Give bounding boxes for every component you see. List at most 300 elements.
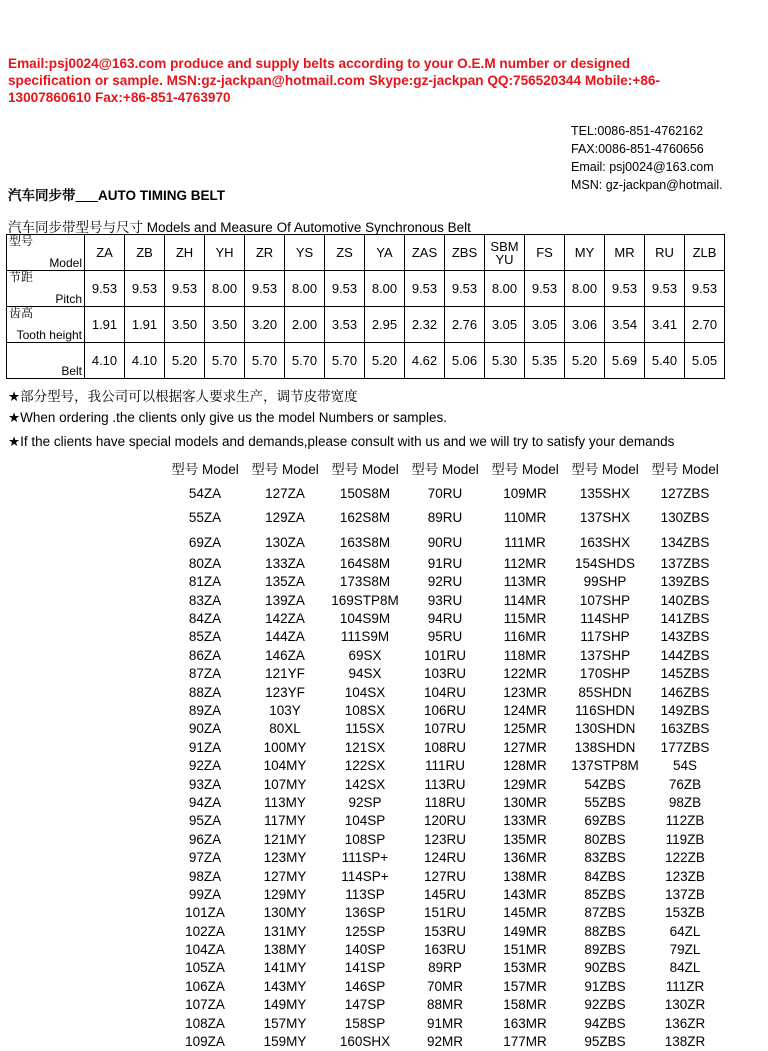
spec-value-cell: 3.53 <box>325 307 365 343</box>
model-entry: 170SHP <box>579 666 631 682</box>
model-entry: 115SX <box>345 721 385 737</box>
model-entry: 125SP <box>344 923 386 939</box>
model-entry: 97ZA <box>188 850 222 866</box>
model-entry: 130ZR <box>664 997 706 1013</box>
model-entry: 79ZL <box>669 942 701 958</box>
model-entry: 112MR <box>503 555 547 571</box>
model-entry: 80ZBS <box>584 831 626 847</box>
model-entry: 89RU <box>427 510 463 526</box>
model-entry: 104RU <box>423 684 467 700</box>
model-entry: 89RP <box>428 960 462 976</box>
model-entry: 137STP8M <box>571 758 639 774</box>
model-entry: 133MR <box>503 813 547 829</box>
model-entry: 88MR <box>426 997 463 1013</box>
spec-model-cell: SBM YU <box>485 235 525 271</box>
spec-model-cell: ZB <box>125 235 165 271</box>
model-entry: 92SP <box>348 794 382 810</box>
model-entry: 127ZBS <box>660 486 710 501</box>
model-entry: 91MR <box>426 1015 463 1031</box>
spec-pitch-label-cn: 节距 <box>9 270 34 284</box>
model-entry: 136ZR <box>664 1015 706 1031</box>
model-entry: 93RU <box>427 592 463 608</box>
model-entry: 109ZA <box>185 1034 225 1050</box>
spec-value-cell: 9.53 <box>405 271 445 307</box>
model-entry: 69ZBS <box>584 813 626 829</box>
spec-value-cell: 1.91 <box>85 307 125 343</box>
model-entry: 127ZA <box>265 486 305 501</box>
model-entry: 119ZB <box>665 831 705 847</box>
spec-value-cell: 3.50 <box>165 307 205 343</box>
spec-model-cell: ZBS <box>445 235 485 271</box>
model-entry: 120RU <box>423 813 467 829</box>
spec-value-cell: 9.53 <box>605 271 645 307</box>
spec-value-cell: 8.00 <box>485 271 525 307</box>
spec-model-cell: ZS <box>325 235 365 271</box>
model-entry: 135ZA <box>265 574 305 590</box>
model-entry: 153ZB <box>665 905 705 921</box>
spec-model-cell: ZH <box>165 235 205 271</box>
model-entry: 101RU <box>423 647 467 663</box>
model-entry: 127MY <box>263 868 307 884</box>
model-column <box>325 482 405 1051</box>
model-entry: 123ZB <box>665 868 705 884</box>
model-entry: 103Y <box>269 703 301 719</box>
spec-value-cell: 3.06 <box>565 307 605 343</box>
model-entry: 95ZBS <box>584 1034 626 1050</box>
spec-value-cell: 9.53 <box>645 271 685 307</box>
model-entry: 144ZBS <box>660 647 710 663</box>
model-entry: 104MY <box>263 758 307 774</box>
model-entry: 80ZA <box>188 555 222 571</box>
model-entry: 104SP <box>344 813 386 829</box>
model-entry: 164S8M <box>339 555 391 571</box>
spec-model-cell: YH <box>205 235 245 271</box>
model-entry: 99ZA <box>188 886 222 902</box>
model-entry: 112ZB <box>665 813 705 829</box>
model-entry: 149MY <box>263 997 307 1013</box>
model-entry: 96ZA <box>188 831 222 847</box>
model-entry: 143MY <box>263 978 307 994</box>
model-entry: 141SP <box>344 960 386 976</box>
model-list-header <box>165 458 725 478</box>
model-entry: 140ZBS <box>660 592 710 608</box>
model-entry: 105ZA <box>185 960 225 976</box>
contact-tel: TEL:0086-851-4762162 <box>571 124 704 138</box>
model-entry: 111MR <box>504 534 546 550</box>
model-entry: 151RU <box>423 905 467 921</box>
model-entry: 122SX <box>344 758 386 774</box>
model-entry: 113MR <box>503 574 547 590</box>
model-entry: 81ZA <box>188 574 222 590</box>
model-entry: 158MR <box>503 997 547 1013</box>
spec-value-cell: 5.05 <box>685 343 725 379</box>
model-entry: 95RU <box>427 629 463 645</box>
spec-value-cell: 2.76 <box>445 307 485 343</box>
spec-value-cell: 4.10 <box>85 343 125 379</box>
model-entry: 125MR <box>503 721 547 737</box>
model-entry: 111ZR <box>665 978 705 994</box>
model-entry: 115MR <box>503 611 547 627</box>
model-entry: 128MR <box>503 758 547 774</box>
model-entry: 149MR <box>503 923 547 939</box>
model-entry: 138SHDN <box>574 739 636 755</box>
model-entry: 113RU <box>424 776 466 792</box>
model-entry: 108SP <box>344 831 386 847</box>
spec-value-cell: 2.70 <box>685 307 725 343</box>
model-entry: 145ZBS <box>660 666 710 682</box>
spec-belt-label <box>7 343 85 379</box>
model-entry: 87ZA <box>188 666 222 682</box>
spec-model-cell: YA <box>365 235 405 271</box>
spec-model-cell: YS <box>285 235 325 271</box>
model-entry: 107SHP <box>579 592 631 608</box>
model-entry: 127MR <box>503 739 547 755</box>
model-entry: 159MY <box>263 1034 307 1050</box>
model-entry: 54ZA <box>188 486 222 501</box>
model-entry: 129MY <box>263 886 307 902</box>
spec-pitch-label-en: Pitch <box>55 292 82 306</box>
model-entry: 85ZA <box>188 629 222 645</box>
spec-value-cell: 3.05 <box>485 307 525 343</box>
spec-value-cell: 3.20 <box>245 307 285 343</box>
model-entry: 173S8M <box>339 574 391 590</box>
model-entry: 145RU <box>423 886 467 902</box>
spec-value-cell: 3.05 <box>525 307 565 343</box>
model-entry: 104ZA <box>185 942 225 958</box>
model-entry: 90ZA <box>188 721 222 737</box>
model-entry: 154SHDS <box>574 555 636 571</box>
contact-msn: MSN: gz-jackpan@hotmail. <box>571 178 723 192</box>
model-entry: 131MY <box>263 923 307 939</box>
spec-model-cell: MR <box>605 235 645 271</box>
model-entry: 129MR <box>503 776 547 792</box>
spec-belt-row <box>7 343 725 379</box>
spec-value-cell: 9.53 <box>125 271 165 307</box>
spec-value-cell: 8.00 <box>565 271 605 307</box>
model-entry: 140SP <box>344 942 386 958</box>
contact-block <box>571 122 723 194</box>
model-entry: 106RU <box>423 703 467 719</box>
spec-model-cell: MY <box>565 235 605 271</box>
model-entry: 111SP+ <box>341 850 389 866</box>
model-entry: 54S <box>672 758 698 774</box>
model-entry: 123YF <box>265 684 305 700</box>
header-contact-text <box>8 55 748 106</box>
model-entry: 121MY <box>263 831 307 847</box>
model-entry: 113MY <box>264 794 306 810</box>
spec-value-cell: 5.06 <box>445 343 485 379</box>
spec-value-cell: 8.00 <box>365 271 405 307</box>
spec-model-label-en: Model <box>49 256 82 270</box>
model-entry: 100MY <box>263 739 307 755</box>
model-entry: 117SHP <box>580 629 630 645</box>
model-entry: 137SHX <box>579 510 631 526</box>
model-entry: 129ZA <box>265 510 305 526</box>
model-entry: 69SX <box>348 647 382 663</box>
spec-value-cell: 9.53 <box>525 271 565 307</box>
spec-model-cell: ZA <box>85 235 125 271</box>
model-entry: 55ZA <box>188 510 222 526</box>
model-entry: 123MY <box>263 850 307 866</box>
model-entry: 122MR <box>503 666 547 682</box>
model-entry: 149ZBS <box>660 703 710 719</box>
model-entry: 121YF <box>265 666 305 682</box>
model-entry: 163MR <box>503 1015 547 1031</box>
spec-model-label <box>7 235 85 271</box>
model-entry: 123MR <box>503 684 547 700</box>
spec-tooth-height-row <box>7 307 725 343</box>
model-entry: 101ZA <box>185 905 225 921</box>
model-list-header-cell: 型号 Model <box>411 462 479 477</box>
model-entry: 146ZBS <box>660 684 710 700</box>
model-entry: 123RU <box>423 831 467 847</box>
spec-value-cell: 4.10 <box>125 343 165 379</box>
model-entry: 177ZBS <box>660 739 710 755</box>
model-entry: 144ZA <box>265 629 305 645</box>
model-entry: 163ZBS <box>660 721 710 737</box>
contact-email: Email: psj0024@163.com <box>571 160 714 174</box>
model-entry: 130MR <box>503 794 547 810</box>
model-entry: 84ZL <box>669 960 701 976</box>
model-entry: 91ZA <box>188 739 222 755</box>
spec-value-cell: 5.20 <box>565 343 605 379</box>
title-cn: 汽车同步带 <box>8 188 76 203</box>
model-entry: 163SHX <box>579 534 631 550</box>
model-list-header-cell: 型号 Model <box>331 462 399 477</box>
spec-value-cell: 8.00 <box>205 271 245 307</box>
model-entry: 139ZBS <box>660 574 710 590</box>
note-3: ★If the clients have special models and demands,please consult with us and we will try to satisfy your demands <box>8 434 675 449</box>
spec-value-cell: 5.70 <box>285 343 325 379</box>
model-entry: 137ZB <box>665 886 705 902</box>
model-entry: 136MR <box>503 850 547 866</box>
spec-value-cell: 9.53 <box>445 271 485 307</box>
spec-model-cell: RU <box>645 235 685 271</box>
model-entry: 109MR <box>503 486 547 501</box>
spec-value-cell: 5.35 <box>525 343 565 379</box>
model-entry: 124MR <box>503 703 547 719</box>
model-entry: 83ZBS <box>584 850 626 866</box>
model-entry: 55ZBS <box>584 794 626 810</box>
model-entry: 121SX <box>344 739 386 755</box>
model-entry: 70MR <box>426 978 463 994</box>
spec-model-cell: FS <box>525 235 565 271</box>
model-entry: 84ZA <box>188 611 222 627</box>
model-list-header-cell: 型号 Model <box>491 462 559 477</box>
model-entry: 163RU <box>423 942 467 958</box>
spec-value-cell: 8.00 <box>285 271 325 307</box>
model-entry: 85SHDN <box>578 684 632 700</box>
model-entry: 107MY <box>263 776 307 792</box>
model-entry: 84ZBS <box>584 868 626 884</box>
model-entry: 94SX <box>348 666 382 682</box>
model-entry: 158SP <box>344 1015 386 1031</box>
model-list-header-cell: 型号 Model <box>251 462 319 477</box>
model-entry: 160SHX <box>339 1034 391 1050</box>
title-en: AUTO TIMING BELT <box>98 188 226 203</box>
model-entry: 85ZBS <box>584 886 626 902</box>
model-entry: 177MR <box>503 1034 547 1050</box>
model-entry: 138MY <box>263 942 307 958</box>
model-entry: 89ZBS <box>584 942 626 958</box>
spec-value-cell: 5.40 <box>645 343 685 379</box>
model-entry: 122ZB <box>665 850 705 866</box>
spec-value-cell: 5.70 <box>325 343 365 379</box>
model-entry: 143ZBS <box>660 629 710 645</box>
model-entry: 83ZA <box>188 592 222 608</box>
model-entry: 130ZA <box>265 534 305 550</box>
spec-value-cell: 5.70 <box>245 343 285 379</box>
model-entry: 142ZA <box>265 611 305 627</box>
model-entry: 86ZA <box>188 647 222 663</box>
model-entry: 94ZBS <box>584 1015 626 1031</box>
model-entry: 157MY <box>263 1015 307 1031</box>
model-entry: 92ZBS <box>584 997 626 1013</box>
spec-model-cell: ZR <box>245 235 285 271</box>
model-column <box>485 482 565 1051</box>
model-entry: 87ZBS <box>584 905 626 921</box>
model-entry: 114SP+ <box>341 868 389 884</box>
model-entry: 90ZBS <box>584 960 626 976</box>
model-entry: 88ZBS <box>584 923 626 939</box>
model-entry: 91ZBS <box>584 978 626 994</box>
model-entry: 69ZA <box>188 534 222 550</box>
spec-model-cell: ZLB <box>685 235 725 271</box>
model-entry: 88ZA <box>188 684 222 700</box>
model-entry: 54ZBS <box>584 776 626 792</box>
model-entry: 94RU <box>427 611 463 627</box>
spec-header-row <box>7 235 725 271</box>
model-entry: 135SHX <box>579 486 631 501</box>
model-entry: 135MR <box>503 831 547 847</box>
model-entry: 107RU <box>423 721 467 737</box>
model-entry: 111S9M <box>340 629 390 645</box>
note-1: ★部分型号，我公司可以根据客人要求生产，调节皮带宽度 <box>8 389 358 404</box>
header-line-1: Email:psj0024@163.com produce and supply belts according to your O.E.M number or designed <box>8 56 631 71</box>
spec-value-cell: 9.53 <box>245 271 285 307</box>
model-entry: 153MR <box>503 960 547 976</box>
model-entry: 104S9M <box>339 611 391 627</box>
spec-value-cell: 4.62 <box>405 343 445 379</box>
model-entry: 150S8M <box>339 486 391 501</box>
model-entry: 99SHP <box>583 574 627 590</box>
page-title <box>8 184 225 204</box>
model-entry: 110MR <box>503 510 547 526</box>
model-entry: 136SP <box>344 905 386 921</box>
model-entry: 92RU <box>427 574 463 590</box>
model-entry: 70RU <box>427 486 463 501</box>
model-entry: 142SX <box>344 776 386 792</box>
spec-value-cell: 5.30 <box>485 343 525 379</box>
model-column <box>165 482 245 1051</box>
model-entry: 113SP <box>345 886 385 902</box>
header-line-2: specification or sample. MSN:gz-jackpan@hotmail.com Skype:gz-jackpan QQ:756520344 Mobile:+86- <box>8 73 660 88</box>
spec-value-cell: 2.32 <box>405 307 445 343</box>
model-entry: 133ZA <box>265 555 305 571</box>
model-entry: 130ZBS <box>660 510 710 526</box>
model-entry: 107ZA <box>185 997 225 1013</box>
model-list-header-cell: 型号 Model <box>571 462 639 477</box>
spec-value-cell: 9.53 <box>685 271 725 307</box>
model-entry: 103RU <box>423 666 467 682</box>
spec-value-cell: 5.70 <box>205 343 245 379</box>
model-entry: 151MR <box>503 942 547 958</box>
spec-pitch-label <box>7 271 85 307</box>
model-entry: 91RU <box>427 555 463 571</box>
model-entry: 137SHP <box>579 647 631 663</box>
model-entry: 95ZA <box>188 813 222 829</box>
model-entry: 114SHP <box>580 611 630 627</box>
model-entry: 130SHDN <box>574 721 636 737</box>
spec-table <box>6 234 725 379</box>
model-entry: 146SP <box>344 978 386 994</box>
model-list-header-cell: 型号 Model <box>651 462 719 477</box>
model-entry: 104SX <box>344 684 386 700</box>
model-entry: 141ZBS <box>660 611 710 627</box>
model-entry: 162S8M <box>339 510 391 526</box>
model-entry: 114MR <box>503 592 547 608</box>
model-entry: 153RU <box>423 923 467 939</box>
model-entry: 118MR <box>503 647 547 663</box>
model-entry: 163S8M <box>339 534 391 550</box>
model-entry: 108RU <box>423 739 467 755</box>
model-entry: 108SX <box>344 703 386 719</box>
spec-model-label-cn: 型号 <box>9 234 34 248</box>
spec-value-cell: 5.69 <box>605 343 645 379</box>
model-entry: 108ZA <box>185 1015 225 1031</box>
model-entry: 94ZA <box>188 794 222 810</box>
model-entry: 134ZBS <box>660 534 710 550</box>
model-entry: 89ZA <box>188 703 222 719</box>
model-entry: 98ZB <box>668 794 702 810</box>
model-entry: 102ZA <box>185 923 225 939</box>
model-entry: 127RU <box>423 868 467 884</box>
model-entry: 139ZA <box>265 592 305 608</box>
model-column <box>245 482 325 1051</box>
model-entry: 116SHDN <box>575 703 635 719</box>
model-entry: 138ZR <box>664 1034 706 1050</box>
contact-fax: FAX:0086-851-4760656 <box>571 142 704 156</box>
model-entry: 93ZA <box>188 776 222 792</box>
model-entry: 124RU <box>423 850 467 866</box>
model-entry: 98ZA <box>188 868 222 884</box>
model-entry: 137ZBS <box>660 555 710 571</box>
spec-tooth-height-label <box>7 307 85 343</box>
spec-value-cell: 3.54 <box>605 307 645 343</box>
spec-tooth-height-label-en: Tooth height <box>16 328 82 342</box>
spec-value-cell: 1.91 <box>125 307 165 343</box>
spec-value-cell: 3.50 <box>205 307 245 343</box>
model-list <box>165 458 725 1050</box>
spec-value-cell: 9.53 <box>325 271 365 307</box>
spec-tooth-height-label-cn: 齿高 <box>9 306 34 320</box>
model-entry: 80XL <box>269 721 301 737</box>
model-entry: 92MR <box>426 1034 463 1050</box>
model-entry: 145MR <box>503 905 547 921</box>
model-column <box>405 482 485 1051</box>
model-entry: 64ZL <box>669 923 701 939</box>
model-entry: 106ZA <box>185 978 225 994</box>
spec-value-cell: 9.53 <box>165 271 205 307</box>
model-entry: 130MY <box>263 905 307 921</box>
spec-model-cell: ZAS <box>405 235 445 271</box>
spec-value-cell: 5.20 <box>165 343 205 379</box>
model-entry: 118RU <box>424 794 466 810</box>
note-2: ★When ordering .the clients only give us the model Numbers or samples. <box>8 410 448 425</box>
model-list-header-cell: 型号 Model <box>171 462 239 477</box>
spec-value-cell: 2.00 <box>285 307 325 343</box>
model-entry: 157MR <box>503 978 547 994</box>
